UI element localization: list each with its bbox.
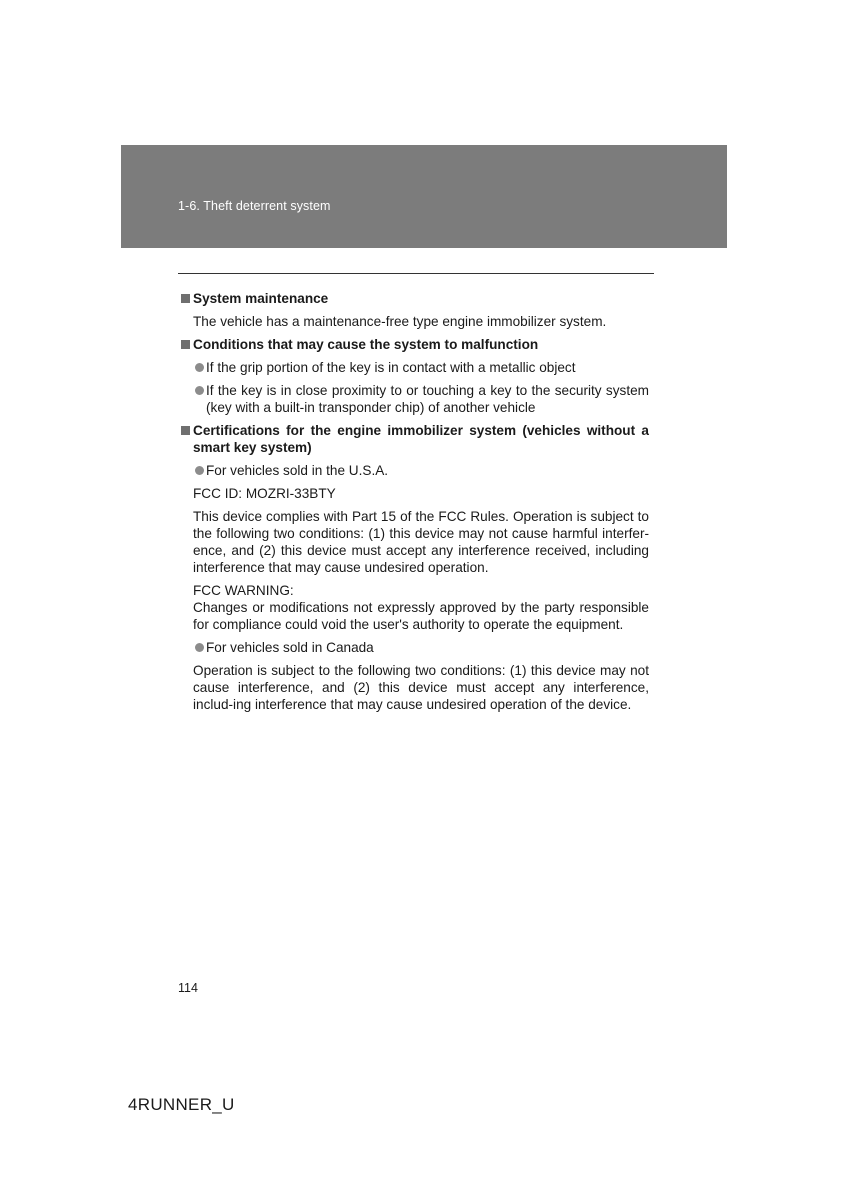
heading-certifications bbox=[180, 422, 649, 456]
fcc-warning-label: FCC WARNING: bbox=[193, 583, 294, 598]
section-title: 1-6. Theft deterrent system bbox=[178, 199, 331, 213]
heading-text: System maintenance bbox=[193, 291, 329, 306]
square-bullet-icon bbox=[181, 294, 190, 303]
square-bullet-icon bbox=[181, 426, 190, 435]
chapter-header-band bbox=[121, 145, 727, 248]
list-item bbox=[180, 359, 649, 376]
square-bullet-icon bbox=[181, 340, 190, 349]
document-code: 4RUNNER_U bbox=[128, 1095, 235, 1114]
list-item-usa bbox=[180, 462, 649, 479]
fcc-compliance-text: This device complies with Part 15 of the FCC Rules. Operation is subject to the following two conditions: (1) this device may not cause harmful interfer-ence, and (2) this device must accept any interference received, including interference that may cause undesired operation. bbox=[193, 509, 649, 575]
canada-text: Operation is subject to the following two conditions: (1) this device may not cause interference, and (2) this device must accept any interference, includ-ing interference that may cause undesired operation of the device. bbox=[193, 663, 649, 712]
list-item-canada bbox=[180, 639, 649, 656]
list-item bbox=[180, 382, 649, 416]
maintenance-body: The vehicle has a maintenance-free type engine immobilizer system. bbox=[193, 314, 607, 329]
circle-bullet-icon bbox=[195, 643, 204, 652]
circle-bullet-icon bbox=[195, 466, 204, 475]
fcc-warning-text: Changes or modifications not expressly approved by the party responsible for compliance could void the user's authority to operate the equipment. bbox=[193, 600, 649, 632]
list-item-text: If the grip portion of the key is in contact with a metallic object bbox=[206, 360, 576, 375]
heading-text: Certifications for the engine immobilizer system (vehicles without a smart key system) bbox=[193, 423, 649, 455]
page-number: 114 bbox=[178, 981, 198, 995]
heading-malfunction-conditions bbox=[180, 336, 649, 353]
circle-bullet-icon bbox=[195, 363, 204, 372]
heading-system-maintenance bbox=[180, 290, 649, 307]
section-divider bbox=[178, 273, 654, 274]
list-item-text: If the key is in close proximity to or touching a key to the security system (key with a built-in transponder chip) of another vehicle bbox=[206, 383, 649, 415]
page-content bbox=[180, 290, 649, 719]
fcc-id: FCC ID: MOZRI-33BTY bbox=[193, 486, 336, 501]
circle-bullet-icon bbox=[195, 386, 204, 395]
list-item-text: For vehicles sold in Canada bbox=[206, 640, 374, 655]
heading-text: Conditions that may cause the system to malfunction bbox=[193, 337, 539, 352]
list-item-text: For vehicles sold in the U.S.A. bbox=[206, 463, 389, 478]
